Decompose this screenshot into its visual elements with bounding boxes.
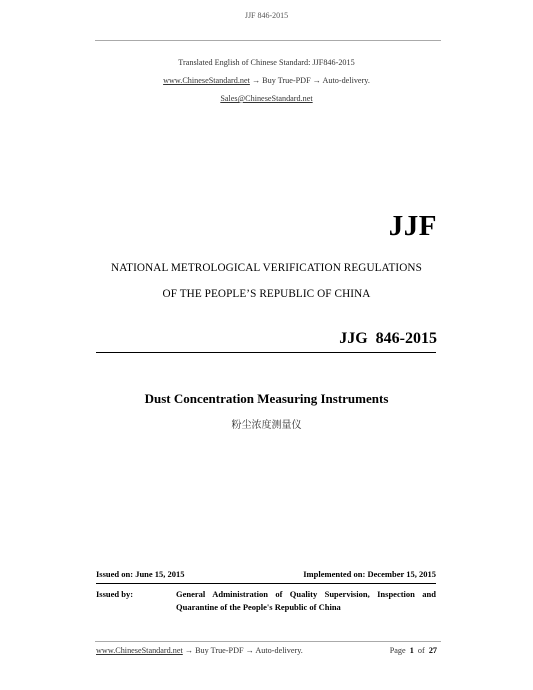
jjf-logo: JJF [388,210,437,242]
email-link[interactable]: Sales@ChineseStandard.net [220,94,313,103]
translation-note: Translated English of Chinese Standard: JJF846-2015 [178,58,355,67]
footer-purchase-line [96,646,303,655]
standard-number: JJG 846-2015 [339,330,437,347]
implemented-on-date: Implemented on: December 15, 2015 [303,569,436,579]
title-divider [96,352,436,353]
issuer-text-line1: General Administration of Quality Supervision, Inspection and [176,589,436,599]
page-label: Page [389,646,406,655]
issuer-text-line2: Quarantine of the People's Republic of China [176,601,341,612]
document-title-chinese: 粉尘浓度测量仪 [231,420,302,431]
purchase-text: → Buy True-PDF → Auto-delivery. [249,76,370,85]
regulation-title-line1: NATIONAL METROLOGICAL VERIFICATION REGULATIONS [111,262,422,274]
issued-on-date: Issued on: June 15, 2015 [96,569,185,579]
header-divider [95,40,441,41]
page-of: of [417,646,425,655]
page-current: 1 [409,646,414,655]
site-link[interactable]: www.ChineseStandard.net [163,76,250,85]
issuer-label: Issued by: [96,589,134,599]
footer-site-link[interactable]: www.ChineseStandard.net [96,646,183,655]
page-total: 27 [428,646,437,655]
page-number [390,646,437,655]
issuer-block [96,588,436,613]
document-title: Dust Concentration Measuring Instruments [144,391,389,406]
email-line [0,94,533,103]
regulation-title-line2: OF THE PEOPLE’S REPUBLIC OF CHINA [162,288,371,300]
purchase-line [0,76,533,85]
running-header: JJF 846-2015 [244,11,289,20]
footer-divider [95,641,441,642]
issuer-row-1 [96,588,436,601]
dates-divider [96,583,436,584]
footer-purchase-text: → Buy True-PDF → Auto-delivery. [182,646,303,655]
